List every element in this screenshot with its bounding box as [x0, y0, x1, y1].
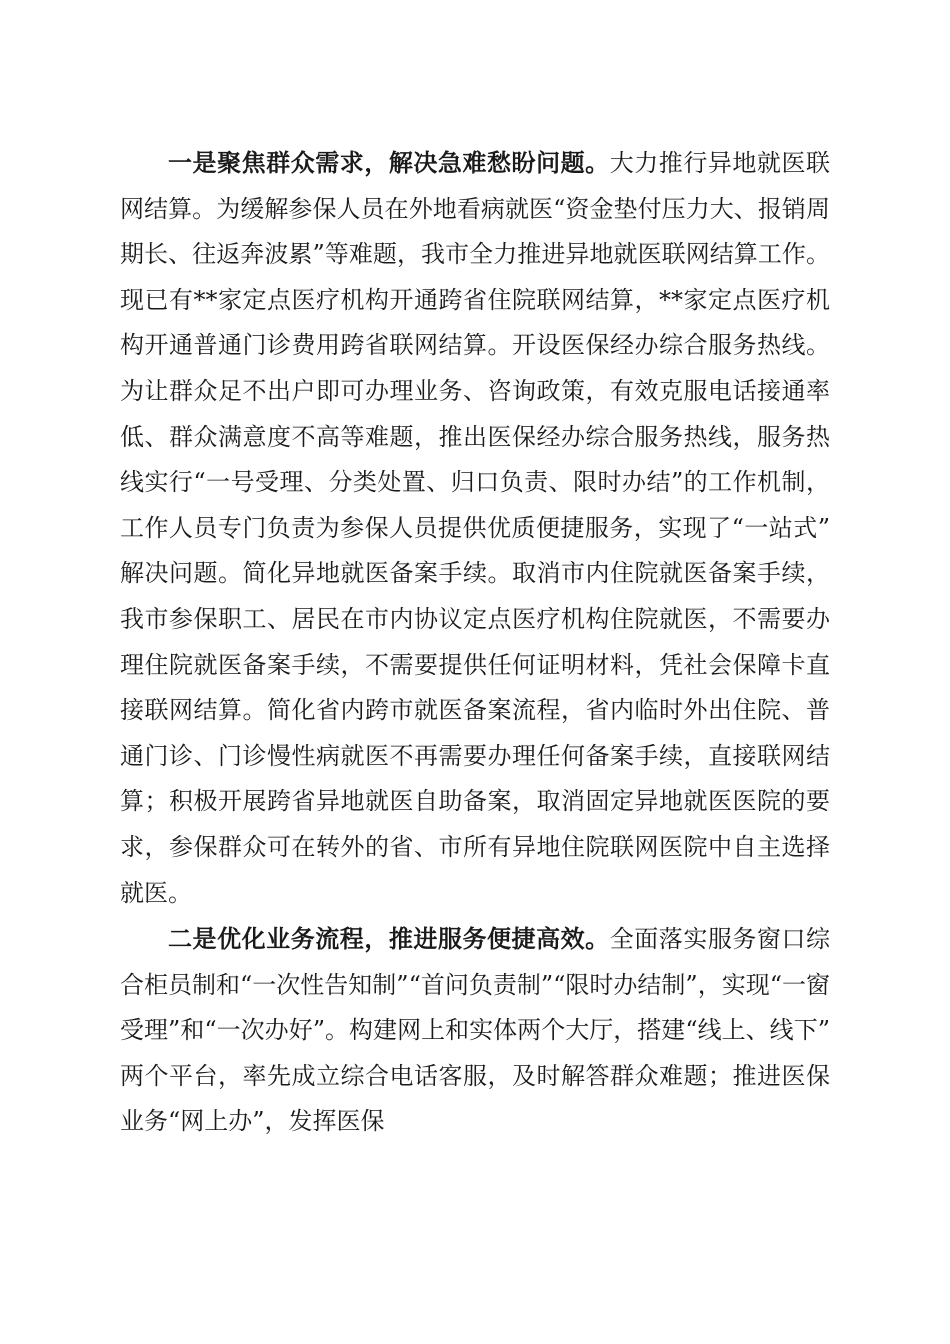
paragraph-2-body: 全面落实服务窗口综合柜员制和“一次性告知制”“首问负责制”“限时办结制”，实现“一窗受理”和“一次办好”。构建网上和实体两个大厅，搭建“线上、线下”两个平台，率先成立综合电话客服，及时解答群众难题；推进医保业务“网上办”，发挥医保: [120, 925, 831, 1136]
paragraph-1-body: 大力推行异地就医联网结算。为缓解参保人员在外地看病就医“资金垫付压力大、报销周期长、往返奔波累”等难题，我市全力推进异地就医联网结算工作。现已有**家定点医疗机构开通跨省住院联网结算，**家定点医疗机构开通普通门诊费用跨省联网结算。开设医保经办综合服务热线。为让群众足不出户即可办理业务、咨询政策，有效克服电话接通率低、群众满意度不高等难题，推出医保经办综合服务热线，服务热线实行“一号受理、分类处置、归口负责、限时办结”的工作机制，工作人员专门负责为参保人员提供优质便捷服务，实现了“一站式”解决问题。简化异地就医备案手续。取消市内住院就医备案手续，我市参保职工、居民在市内协议定点医疗机构住院就医，不需要办理住院就医备案手续，不需要提供任何证明材料，凭社会保障卡直接联网结算。简化省内跨市就医备案流程，省内临时外出住院、普通门诊、门诊慢性病就医不再需要办理任何备案手续，直接联网结算；积极开展跨省异地就医自助备案，取消固定异地就医医院的要求，参保群众可在转外的省、市所有异地住院联网医院中自主选择就医。: [120, 149, 831, 907]
paragraph-1: [120, 140, 830, 916]
paragraph-1-lead: 一是聚焦群众需求，解决急难愁盼问题。: [168, 148, 610, 177]
document-page: [120, 140, 830, 1145]
paragraph-2-lead: 二是优化业务流程，推进服务便捷高效。: [168, 924, 610, 954]
paragraph-2: [120, 916, 830, 1145]
